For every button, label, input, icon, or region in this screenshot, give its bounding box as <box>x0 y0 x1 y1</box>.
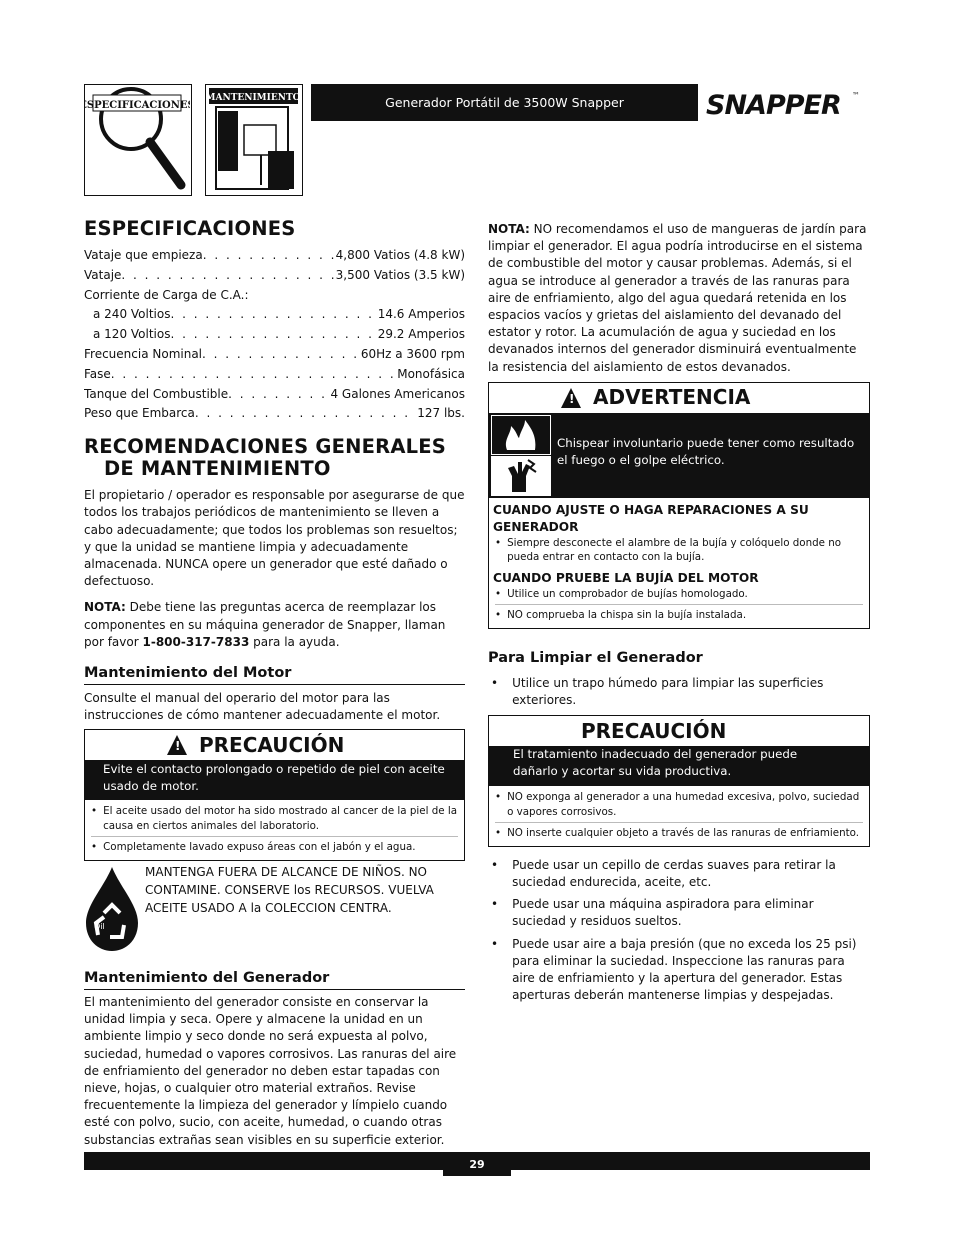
specs-list <box>84 246 465 424</box>
oil-recycle-section <box>84 865 465 957</box>
specs-title: ESPECIFICACIONES <box>84 217 296 240</box>
oil-drop-recycle-icon <box>84 865 140 953</box>
warning-box <box>488 382 870 629</box>
precaution-message-1: Evite el contacto prolongado o repetido de piel con aceite usado de motor. <box>85 760 464 800</box>
warning-subtitle-2: CUANDO PRUEBE LA BUJÍA DEL MOTOR <box>493 570 759 585</box>
list-item: • NO comprueba la chispa sin la bujía instalada. <box>495 608 863 626</box>
wrench-panel-icon <box>206 85 301 194</box>
list-item: • Puede usar un cepillo de cerdas suaves para retirar la suciedad endurecida, aceite, etc. <box>488 857 870 891</box>
svg-text:SNAPPER: SNAPPER <box>706 90 841 118</box>
spec-row: Frecuencia Nominal . . . 60Hz a 3600 rpm <box>84 345 465 365</box>
electric-shock-icon <box>491 456 551 496</box>
warning-triangle-icon: ! <box>561 388 581 408</box>
list-item: • Utilice un trapo húmedo para limpiar las superficies exteriores. <box>488 675 870 709</box>
precaution-box-2 <box>488 715 870 847</box>
warning-title: ! ADVERTENCIA <box>489 383 869 413</box>
page-number: 29 <box>443 1152 511 1176</box>
magnifier-icon <box>85 85 190 194</box>
warning-message: Chispear involuntario puede tener como resultado el fuego o el golpe eléctrico. <box>553 413 869 498</box>
list-item: • NO exponga al generador a una humedad excesiva, polvo, suciedad o vapores corrosivos. <box>495 790 863 823</box>
spec-row: Tanque del Combustible . . . 4 Galones Americanos <box>84 385 465 405</box>
precaution-message-2: El tratamiento inadecuado del generador puede dañarlo y acortar su vida productiva. <box>489 746 869 786</box>
generator-text: El mantenimiento del generador consiste en conservar la unidad limpia y seca. Opere y almacene la unidad en un ambiente limpio y seco donde no será expuesta al polvo, suciedad, humedad o vapores corrosivos. Las ranuras del aire de enfriamiento del generador no deben estar tapadas con nieve, hojas, o cualquier otro material extraños. Revise frecuentemente la limpieza del generador y límpielo cuando esté con polvo, sucio, con aceite, humedad, o cuando otras substancias extrañas sean visibles en su superficie exterior. <box>84 994 457 1147</box>
fire-icon <box>491 415 551 455</box>
motor-text: Consulte el manual del operario del motor para las instrucciones de cómo mantener adecuadamente el motor. <box>84 691 441 723</box>
svg-text:MANTENIMIENTO: MANTENIMIENTO <box>206 93 301 103</box>
cleaning-bullets <box>488 857 870 1005</box>
general-title: RECOMENDACIONES GENERALES DE MANTENIMIENTO <box>84 435 447 481</box>
specifications-icon-box <box>84 84 192 196</box>
header-title-bar <box>311 84 698 121</box>
warning-list-1 <box>489 536 869 570</box>
snapper-logo <box>706 88 866 118</box>
right-column <box>488 221 870 1008</box>
svg-text:ESPECIFICACIONES: ESPECIFICACIONES <box>85 100 190 111</box>
list-item: • Completamente lavado expuso áreas con el jabón y el agua. <box>91 840 458 858</box>
warning-list-2 <box>489 587 869 628</box>
svg-text:™: ™ <box>852 91 860 100</box>
header-title: Generador Portátil de 3500W Snapper <box>385 95 624 110</box>
precaution-box-1 <box>84 729 465 861</box>
precaution-title-1: ! PRECAUCIÓN <box>85 730 464 760</box>
list-item: • Puede usar aire a baja presión (que no exceda los 25 psi) para eliminar la suciedad. Inspeccione las ranuras para aire de enfriamiento y la apertura del generador. Estas aperturas deberán mantenerse limpias y despejadas. <box>488 936 870 1005</box>
list-item: • El aceite usado del motor ha sido mostrado al cancer de la piel de la causa en ciertos animales del laboratorio. <box>91 804 458 837</box>
spec-row: Vataje que empieza . . . 4,800 Vatios (4.8 kW) <box>84 246 465 266</box>
precaution-list-2 <box>489 786 869 846</box>
spec-row: a 240 Voltios . . . 14.6 Amperios <box>84 305 465 325</box>
left-column <box>84 218 465 1149</box>
spec-row: Vataje . . . 3,500 Vatios (3.5 kW) <box>84 266 465 286</box>
right-note: NOTA: NO recomendamos el uso de mangueras de jardín para limpiar el generador. El agua podría introducirse en el sistema de combustible del motor y causar problemas. Además, si el agua se introduce al generador a través de las ranuras para aire de enfriamiento, algo del agua quedará retenida en los espacios vacíos y grietas del aislamiento del devanado del estator y rotor. La acumulación de agua y suciedad en los devanados internos del generador disminuirá eventualmente la resistencia del aislamiento de estos devanados. <box>488 222 867 374</box>
warning-message-row <box>489 413 869 498</box>
oil-warning-text: MANTENGA FUERA DE ALCANCE DE NIÑOS. NO CONTAMINE. CONSERVE los RECURSOS. VUELVA ACEITE USADO A la COLECCION CENTRA. <box>145 864 434 915</box>
spec-row: Corriente de Carga de C.A.: <box>84 287 249 302</box>
spec-row: a 120 Voltios . . . 29.2 Amperios <box>84 325 465 345</box>
spec-row: Fase . . . Monofásica <box>84 365 465 385</box>
list-item: • Utilice un comprobador de bujías homologado. <box>495 587 863 606</box>
precaution-title-2: PRECAUCIÓN <box>581 718 727 743</box>
spec-row: Peso que Embarca . . . 127 lbs. <box>84 404 465 424</box>
list-item: • Puede usar una máquina aspiradora para eliminar suciedad y residuos sueltos. <box>488 896 870 930</box>
precaution-list-1 <box>85 800 464 860</box>
general-paragraph: El propietario / operador es responsable por asegurarse de que todos los trabajos periódicos de mantenimiento se lleven a cabo adecuadamente; que todos los problemas son resueltos; y que la unidad se mantiene limpia y adecuadamente almacenada. NUNCA opere un generador que esté dañado o defectuoso. <box>84 488 465 589</box>
warning-triangle-icon: ! <box>167 735 187 755</box>
cleaning-list <box>488 675 870 709</box>
svg-text:Oil: Oil <box>94 921 105 931</box>
general-note: NOTA: Debe tiene las preguntas acerca de reemplazar los componentes en su máquina generador de Snapper, llaman por favor 1-800-317-7833 para la ayuda. <box>84 600 446 649</box>
list-item: • Siempre desconecte el alambre de la bujía y colóquelo donde no pueda entrar en contacto con la bujía. <box>495 536 863 568</box>
warning-subtitle-1: CUANDO AJUSTE O HAGA REPARACIONES A SU GENERADOR <box>493 502 809 534</box>
generator-title: Mantenimiento del Generador <box>84 969 465 990</box>
cleaning-title: Para Limpiar el Generador <box>488 649 703 666</box>
maintenance-icon-box <box>205 84 303 196</box>
motor-title: Mantenimiento del Motor <box>84 664 465 685</box>
list-item: • NO inserte cualquier objeto a través de las ranuras de enfriamiento. <box>495 826 863 844</box>
